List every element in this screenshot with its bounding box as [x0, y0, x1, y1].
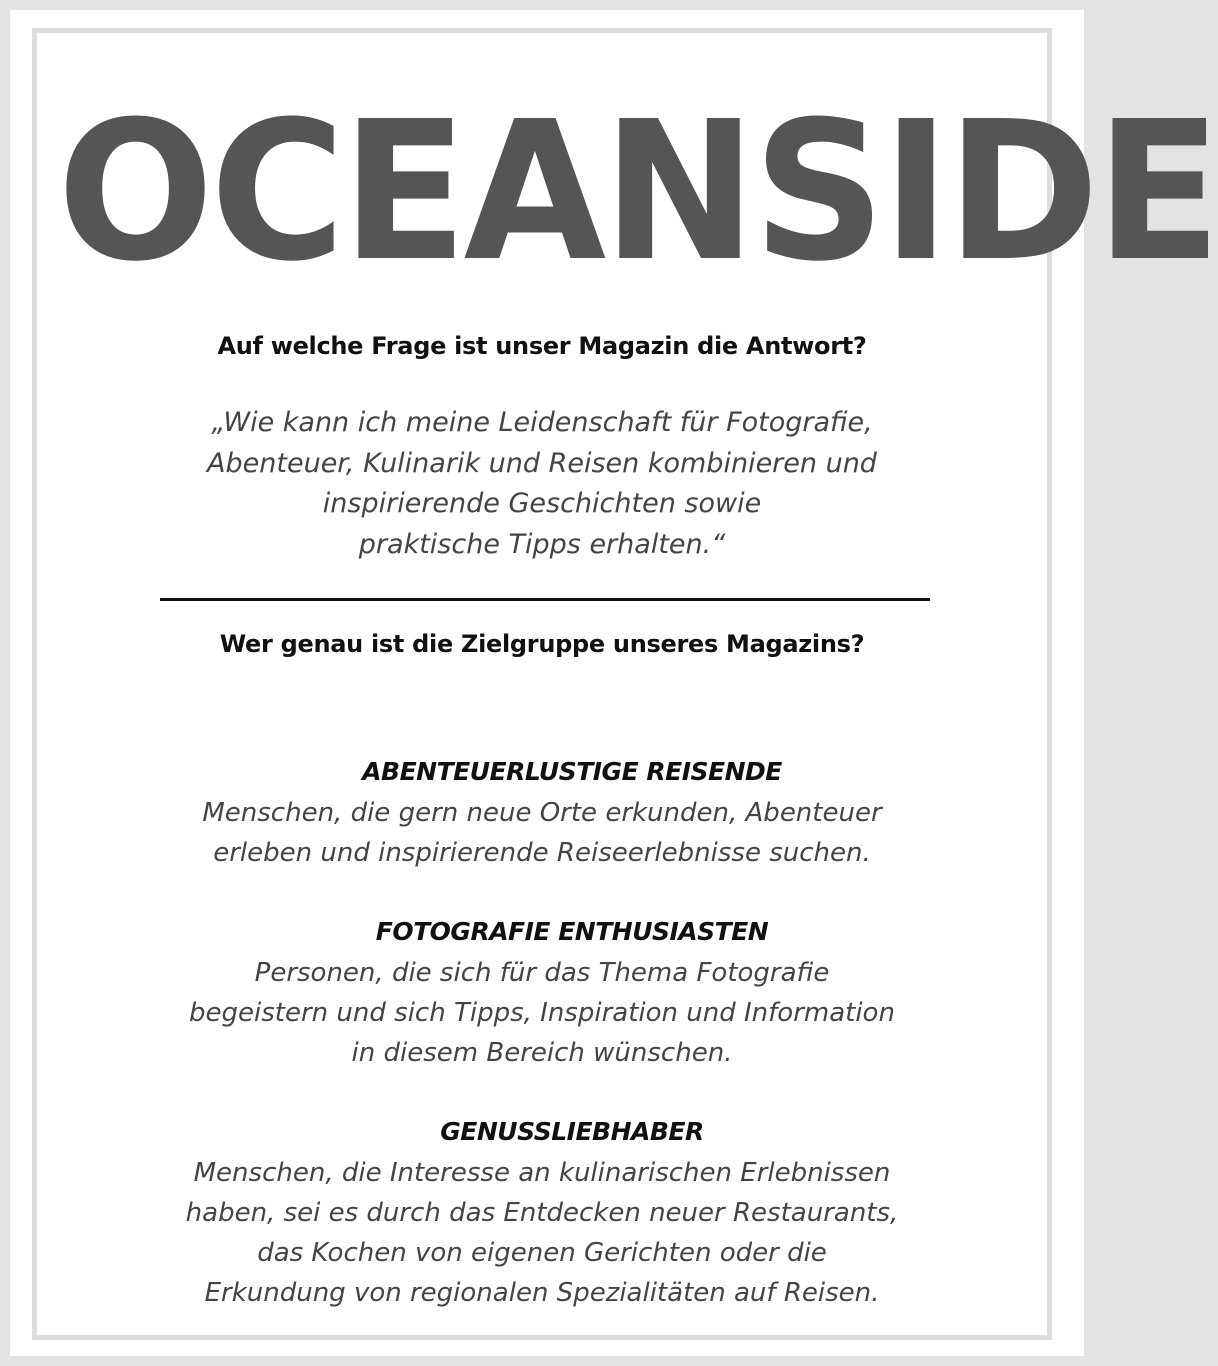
target-group-heading-travelers: ABENTEUERLUSTIGE REISENDE	[362, 757, 782, 786]
magazine-title: OCEANSIDE	[57, 81, 1218, 304]
target-group-text-photography: Personen, die sich für das Thema Fotografie begeistern und sich Tipps, Inspiration und Information in diesem Bereich wünschen.	[189, 958, 895, 1068]
purpose-quote: „Wie kann ich meine Leidenschaft für Fotografie, Abenteuer, Kulinarik und Reisen kombinieren und inspirierende Geschichten sowie praktische Tipps erhalten.“	[207, 407, 877, 560]
target-group-text-travelers: Menschen, die gern neue Orte erkunden, Abenteuer erleben und inspirierende Reiseerlebnisse suchen.	[202, 798, 882, 868]
target-group-heading-photography: FOTOGRAFIE ENTHUSIASTEN	[375, 917, 769, 946]
target-group-text-gourmets: Menschen, die Interesse an kulinarischen Erlebnissen haben, sei es durch das Entdecken neuer Restaurants, das Kochen von eigenen Gerichten oder die Erkundung von regionalen Spezialitäten auf Reisen.	[185, 1158, 899, 1308]
question-target-group: Wer genau ist die Zielgruppe unseres Magazins?	[219, 630, 865, 658]
page-frame	[32, 28, 1218, 1340]
target-group-heading-gourmets: GENUSSLIEBHABER	[440, 1117, 704, 1146]
page	[10, 10, 1218, 1356]
question-purpose: Auf welche Frage ist unser Magazin die Antwort?	[217, 332, 867, 360]
section-divider	[160, 598, 930, 601]
